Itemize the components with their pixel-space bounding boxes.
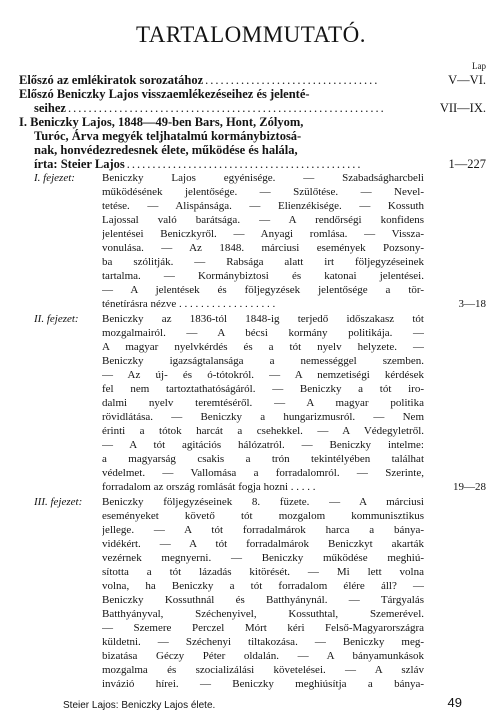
toc-entry-biography-line1: I. Beniczky Lajos, 1848—49-ben Bars, Hont, Zólyom, (19, 115, 304, 129)
toc-entry-text: seihez (34, 101, 66, 115)
chapter-label: III. fejezet: (34, 496, 83, 508)
toc-entry-biography-line2: Turóc, Árva megyék teljhatalmú kormánybiztosá- (34, 129, 302, 143)
chapter-1-line: — A jelentések és följegyzések jelentősége a tör- (102, 284, 424, 296)
chapter-1-line: tetése. — Alispánsága. — Elienzékisége. — Kossuth (102, 200, 424, 212)
chapter-3-line: sította a tót lázadás kitörését. — Mi lett volna (102, 566, 424, 578)
chapter-3-line: vezérnek megnyerni. — Beniczky működése meghiú- (102, 552, 424, 564)
leader-dots: .............................................. (126, 157, 363, 171)
chapter-2-line: — A tót agitációs hálózatról. — Beniczky intelme: (102, 439, 424, 451)
chapter-1-line: Beniczky Lajos egyénisége. — Szabadságharcbeli (102, 172, 424, 184)
chapter-3-line: invázió hírei. — Beniczky meghiúsítja a bánya- (102, 678, 424, 690)
page-title: TARTALOMMUTATÓ. (136, 22, 366, 47)
chapter-3-line: — Szemere Perczel Mórt kéri Felső-Magyarországra (102, 622, 424, 634)
chapter-2-line: forradalom az ország romlását fogja hozni . . . . . (102, 481, 316, 493)
toc-entry-foreword-series (19, 73, 486, 87)
chapter-3-line: mozgalma és szocializálási követelései. — A szláv (102, 664, 424, 676)
chapter-1-line: tartalma. — Kormánybiztosi és katonai jelentései. (102, 270, 424, 282)
chapter-label: I. fejezet: (34, 172, 75, 184)
chapter-1-line: ba szólitják. — Rabsága alatt irt följegyzéseinek (102, 256, 424, 268)
chapter-3-line: bizatása Géczy Péter oldalán. — A bányamunkások (102, 650, 424, 662)
chapter-3-line: Beniczky Kossuthnál és Batthyánynál. — Tárgyalás (102, 594, 424, 606)
toc-entry-text: Előszó az emlékiratok sorozatához (19, 73, 204, 87)
chapter-2-line: mozgalmairól. — A bécsi kormány politikája. — (102, 327, 424, 339)
chapter-3-line: Beniczky följegyzéseinek 8. füzete. — A márciusi (102, 496, 424, 508)
chapter-2-line: a magyarság csakis a trón tekintélyében találhat (102, 453, 424, 465)
chapter-3-line: vidékért. — A tót forradalmárok Beniczkyt akarták (102, 538, 424, 550)
chapter-1-line: ténetírásra nézve . . . . . . . . . . . . . . . . . . (102, 298, 276, 310)
toc-entry-foreword-beniczky-line1: Előszó Beniczky Lajos visszaemlékezéseihez és jelenté- (19, 87, 310, 101)
chapter-2-line: érinti a tótok harcát a csehekkel. — A Védegyletről. (102, 425, 424, 437)
leader-dots: .................................. (205, 73, 380, 87)
chapter-2-line: dalmi nyelv teremtéséről. — A magyar politika (102, 397, 424, 409)
chapter-1-line: vonulása. — Az 1848. márciusi események Pozsony- (102, 242, 424, 254)
chapter-2-pages: 19—28 (453, 481, 486, 493)
leader-dots: .............................................................. (67, 101, 386, 115)
chapter-3-line: küldetni. — Széchenyi tiltakozása. — Beniczky meg- (102, 636, 424, 648)
chapter-2-line: A magyar nyelvkérdés és a tót nyelv helyzete. — (102, 341, 424, 353)
chapter-1-line: működésének jelentősége. — Szülőtése. — Nevel- (102, 186, 424, 198)
running-footer-title: Steier Lajos: Beniczky Lajos élete. (63, 700, 216, 711)
toc-entry-biography-line3: nak, honvédezredesnek élete, működése és halála, (34, 143, 298, 157)
chapter-label: II. fejezet: (34, 313, 79, 325)
toc-entry-text: írta: Steier Lajos (34, 157, 125, 171)
chapter-3-line: eseményeket követő tót mozgalom kommunisztikus (102, 510, 424, 522)
chapter-1-pages: 3—18 (458, 298, 486, 310)
page-column-header: Lap (472, 61, 486, 71)
chapter-2-line: Beniczky az 1836-tól 1848-ig terjedő időszakasz tót (102, 313, 424, 325)
toc-entry-pages: V—VI. (448, 73, 486, 87)
chapter-1-line: Lajossal való barátsága. — A rendőrségi konfidens (102, 214, 424, 226)
toc-entry-biography-line4 (34, 157, 486, 171)
chapter-2-line: fel nem tartoztathatóságáról. — Beniczky a tót iro- (102, 383, 424, 395)
chapter-3-line: jellege. — A tót forradalmárok harca a bánya- (102, 524, 424, 536)
toc-entry-foreword-beniczky-line2 (34, 101, 486, 115)
chapter-2-line: Beniczky igazságtalansága a nemességgel szemben. (102, 355, 424, 367)
chapter-2-line: rövidlátása. — Beniczky a hungarizmusról. — Nem (102, 411, 424, 423)
page-number: 49 (447, 695, 462, 710)
chapter-3-line: volna, ha Beniczky a tót forradalom élére áll? — (102, 580, 424, 592)
chapter-3-line: Batthyányval, Széchenyivel, Kossuthtal, Szemerével. (102, 608, 424, 620)
chapter-2-line: — Az új- és ó-tótokról. — A nemzetiségi kérdések (102, 369, 424, 381)
chapter-1-line: jelentései Beniczkyről. — Anyagi romlása. — Vissza- (102, 228, 424, 240)
toc-entry-pages: VII—IX. (439, 101, 486, 115)
chapter-2-line: védelmet. — Vallomása a forradalomról. — Szerinte, (102, 467, 424, 479)
toc-entry-pages: 1—227 (448, 157, 486, 171)
